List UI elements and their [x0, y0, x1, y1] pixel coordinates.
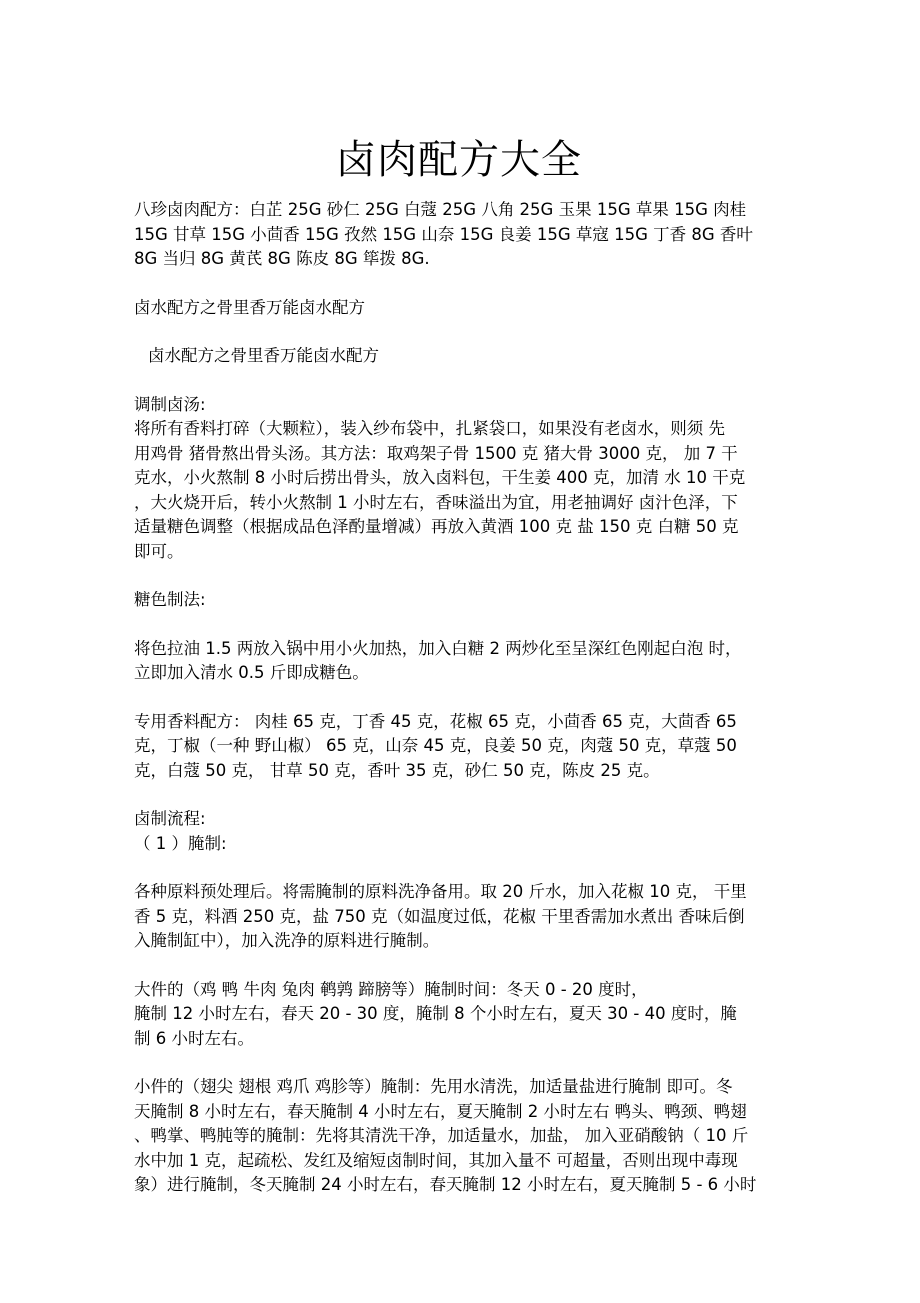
text-line: 水中加 1 克，起疏松、发红及缩短卤制时间，其加入量不 可超量，否则出现中毒现 [134, 1150, 738, 1170]
text-line: 天腌制 8 小时左右，春天腌制 4 小时左右，夏天腌制 2 小时左右 鸭头、鸭颈、鸭翅 [134, 1101, 747, 1121]
text-line: 将所有香料打碎（大颗粒），装入纱布袋中，扎紧袋口，如果没有老卤水，则须 先 [134, 419, 725, 438]
text-line: 香 5 克，料酒 250 克，盐 750 克（如温度过低，花椒 干里香需加水煮出 香味后倒 [134, 906, 745, 926]
text-line: 克，丁椒（一种 野山椒） 65 克，山奈 45 克，良姜 50 克，肉蔻 50 克，草蔻 50 [134, 736, 737, 755]
text-line: 克，白蔻 50 克， 甘草 50 克，香叶 35 克，砂仁 50 克，陈皮 25 克。 [134, 760, 660, 780]
text-line: 将色拉油 1.5 两放入锅中用小火加热，加入白糖 2 两炒化至呈深红色刚起白泡 时， [134, 638, 742, 658]
text-line: 克水，小火熬制 8 小时后捞出骨头，放入卤料包，干生姜 400 克，加清 水 10 干克 [134, 468, 746, 487]
text-line: 15G 甘草 15G 小茴香 15G 孜然 15G 山奈 15G 良姜 15G 草寇 15G 丁香 8G 香叶 [134, 224, 753, 244]
paragraph-dajian [134, 978, 784, 1052]
text-line: 即可。 [134, 541, 184, 561]
text-line: 腌制 12 小时左右，春天 20 - 30 度，腌制 8 个小时左右，夏天 30 - 40 度时，腌 [134, 1004, 737, 1023]
text-line: ，大火烧开后，转小火熬制 1 小时左右，香味溢出为宜，用老抽调好 卤汁色泽，下 [134, 492, 738, 512]
text-line: 小件的（翅尖 翅根 鸡爪 鸡胗等）腌制：先用水清洗，加适量盐进行腌制 即可。冬 [134, 1077, 733, 1096]
paragraph-yuanliao [134, 880, 784, 954]
paragraph-tangse [134, 637, 784, 686]
text-line: 适量糖色调整（根据成品色泽酌量增减）再放入黄酒 100 克 盐 150 克 白糖 50 克 [134, 517, 739, 536]
text-line: 、鸭掌、鸭肫等的腌制：先将其清洗干净，加适量水，加盐， 加入亚硝酸钠（ 10 斤 [134, 1126, 749, 1145]
text-line: 大件的（鸡 鸭 牛肉 兔肉 鹌鹑 蹄膀等）腌制时间：冬天 0 - 20 度时， [134, 979, 648, 999]
text-line: 用鸡骨 猪骨熬出骨头汤。其方法：取鸡架子骨 1500 克 猪大骨 3000 克， 加 7 干 [134, 443, 738, 463]
text-line: 八珍卤肉配方：白芷 25G 砂仁 25G 白蔻 25G 八角 25G 玉果 15G 草果 15G 肉桂 [134, 200, 747, 219]
text-line: （ 1 ）腌制: [134, 833, 227, 853]
paragraph-tiaozhi [134, 393, 784, 565]
text-line: 糖色制法: [134, 590, 206, 609]
section-heading [134, 296, 784, 321]
text-line: 调制卤汤: [134, 394, 206, 414]
paragraph-xiangliao [134, 710, 784, 784]
paragraph-liucheng [134, 807, 784, 856]
text-line: 各种原料预处理后。将需腌制的原料洗净备用。取 20 斤水，加入花椒 10 克， 干里 [134, 882, 747, 901]
text-line: 8G 当归 8G 黄芪 8G 陈皮 8G 筚拨 8G. [134, 249, 430, 268]
paragraph-bazhen [134, 198, 784, 272]
text-line: 入腌制缸中），加入洗净的原料进行腌制。 [134, 931, 440, 950]
text-line: 专用香料配方： 肉桂 65 克，丁香 45 克，花椒 65 克，小茴香 65 克，大茴香 65 [134, 711, 737, 731]
text-line: 卤水配方之骨里香万能卤水配方 [148, 346, 379, 365]
section-heading [134, 588, 784, 613]
document-title: 卤肉配方大全 [336, 137, 582, 183]
document-page [134, 130, 784, 1222]
text-line: 卤制流程: [134, 809, 206, 828]
text-line: 立即加入清水 0.5 斤即成糖色。 [134, 663, 369, 682]
text-line: 象）进行腌制，冬天腌制 24 小时左右，春天腌制 12 小时左右，夏天腌制 5 - 6 小时 [134, 1175, 757, 1194]
text-line: 卤水配方之骨里香万能卤水配方 [134, 297, 365, 317]
text-line: 制 6 小时左右。 [134, 1028, 254, 1048]
section-heading-indented [134, 344, 784, 369]
paragraph-xiaojian [134, 1075, 784, 1198]
